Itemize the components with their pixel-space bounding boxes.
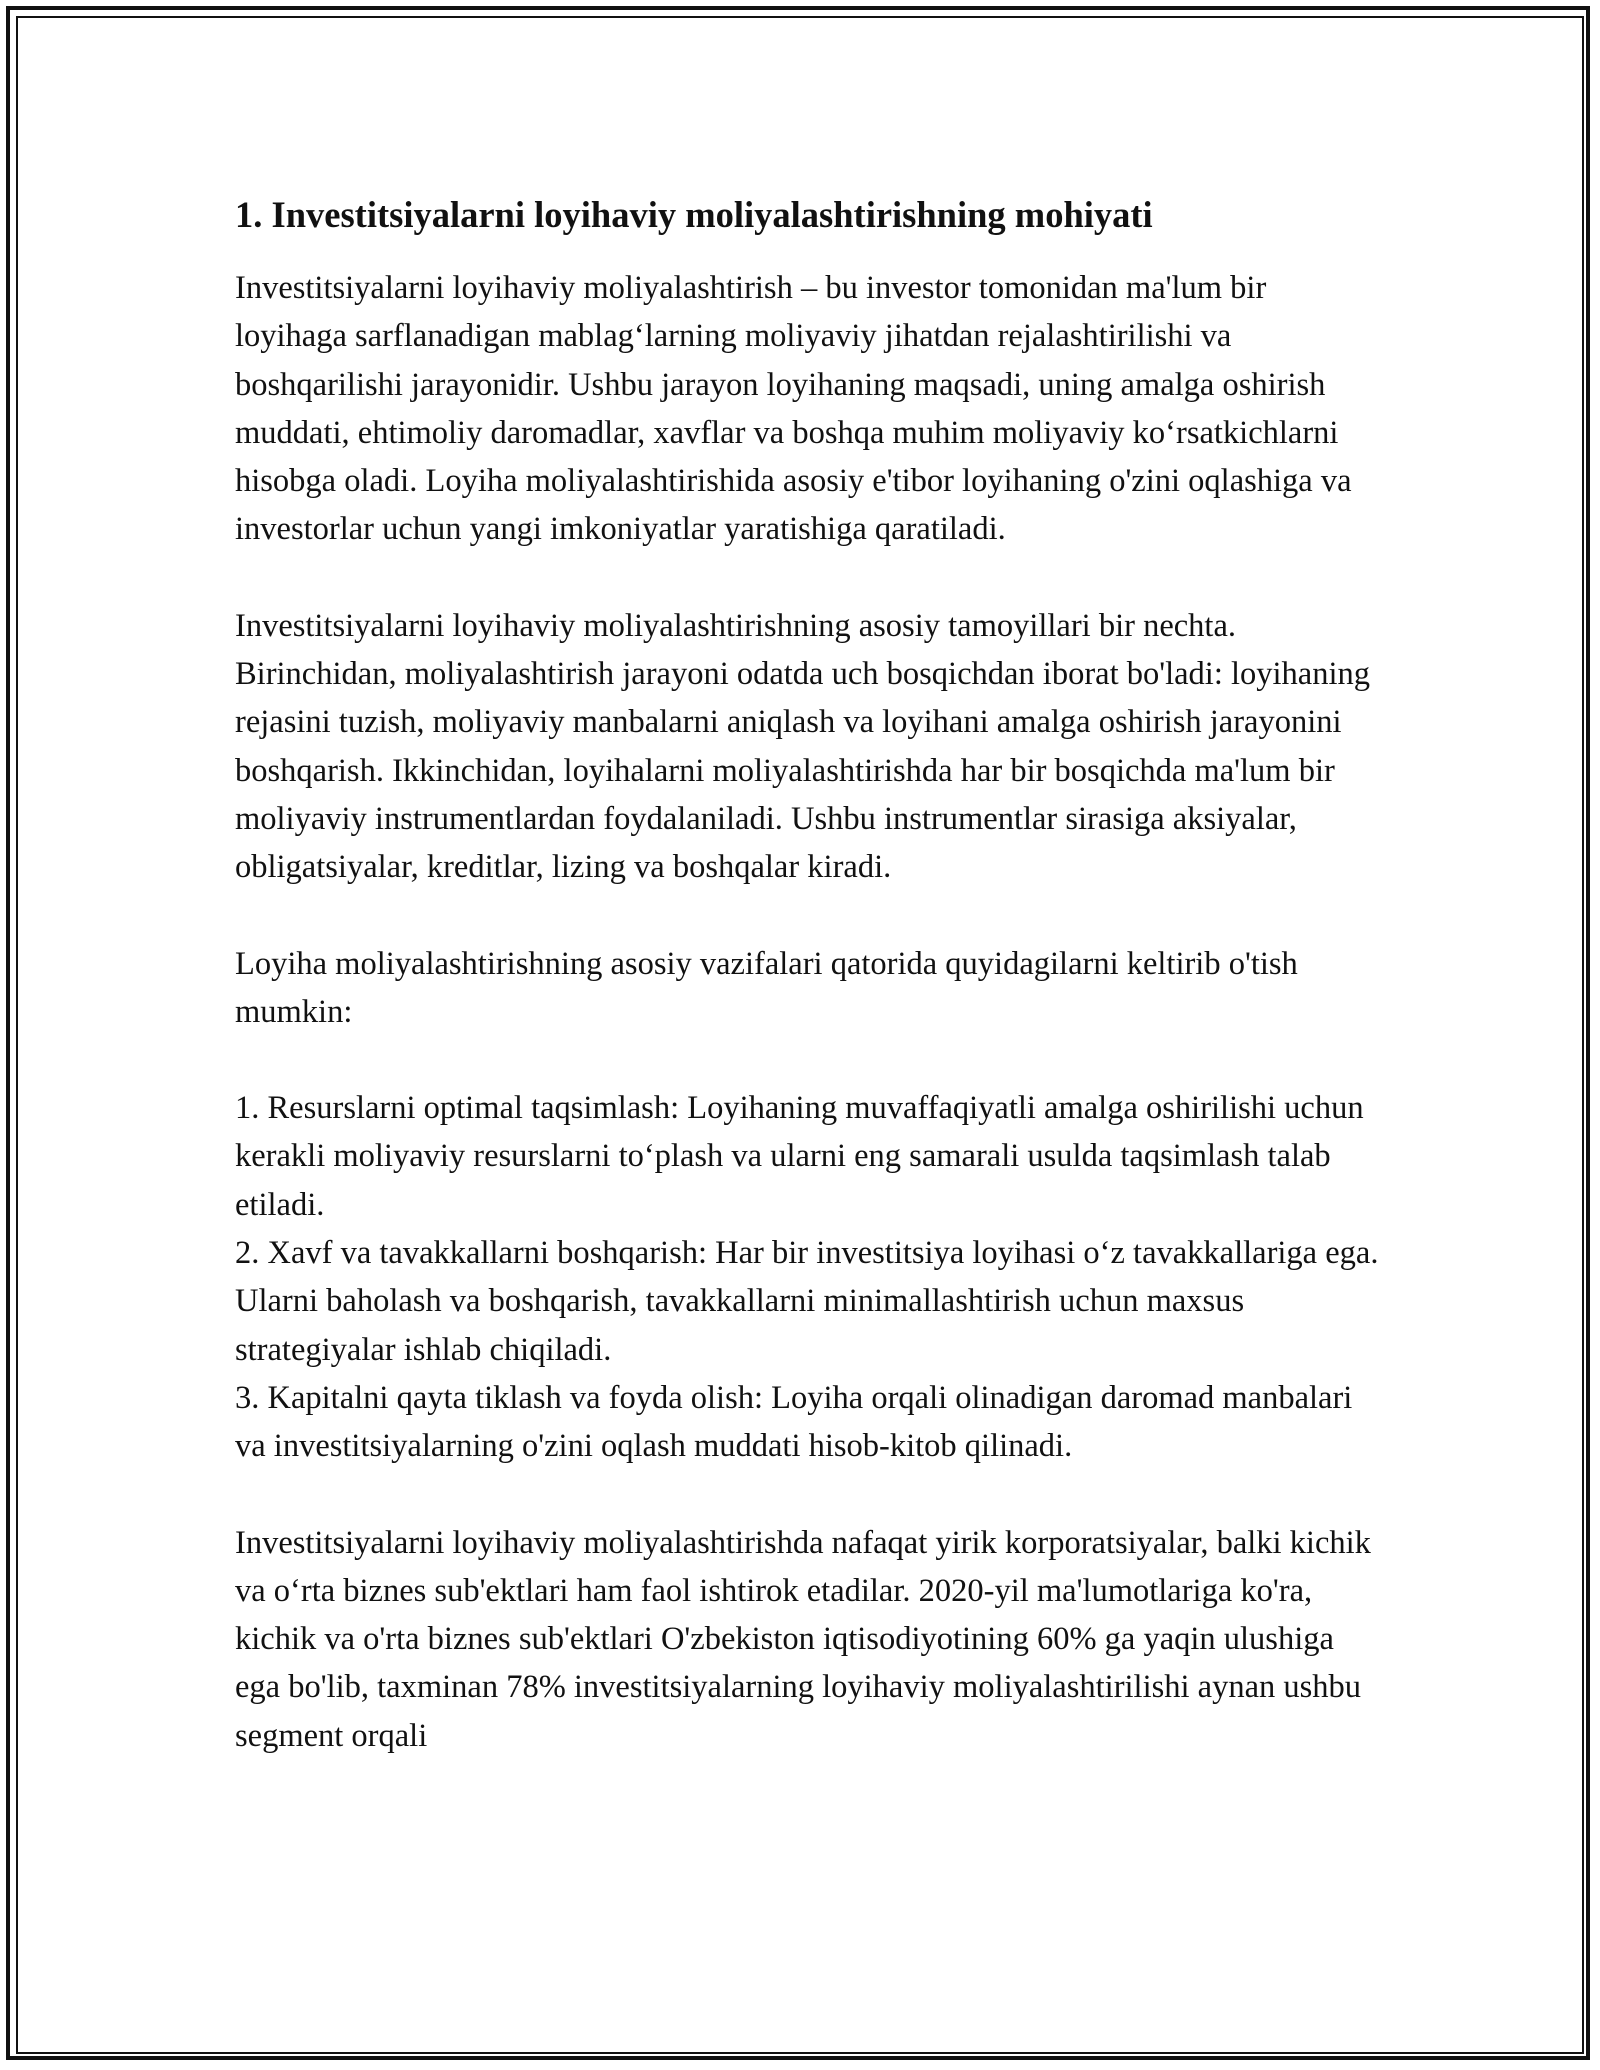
section-heading: 1. Investitsiyalarni loyihaviy moliyalashtirishning mohiyati (235, 194, 1153, 235)
list-item: 1. Resurslarni optimal taqsimlash: Loyihaning muvaffaqiyatli amalga oshirilishi uchun kerakli moliyaviy resurslarni to‘plash va ularni eng samarali usulda taqsimlash talab etiladi. (235, 1090, 1364, 1223)
tasks-list (235, 1084, 1385, 1470)
list-item: 3. Kapitalni qayta tiklash va foyda olish: Loyiha orqali olinadigan daromad manbalari va investitsiyalarning o'zini oqlash muddati hisob-kitob qilinadi. (235, 1379, 1353, 1465)
document-body (235, 192, 1385, 1808)
paragraph-definition: Investitsiyalarni loyihaviy moliyalashtirish – bu investor tomonidan ma'lum bir loyihaga sarflanadigan mablag‘larning moliyaviy jihatdan rejalashtirilishi va boshqarilishi jarayonidir. Ushbu jarayon loyihaning maqsadi, uning amalga oshirish muddati, ehtimoliy daromadlar, xavflar va boshqa muhim moliyaviy ko‘rsatkichlarni hisobga oladi. Loyiha moliyalashtirishida asosiy e'tibor loyihaning o'zini oqlashiga va investorlar uchun yangi imkoniyatlar yaratishiga qaratiladi. (235, 270, 1352, 548)
list-item: 2. Xavf va tavakkallarni boshqarish: Har bir investitsiya loyihasi o‘z tavakkallariga ega. Ularni baholash va boshqarish, tavakkallarni minimallashtirish uchun maxsus strategiyalar ishlab chiqiladi. (235, 1235, 1379, 1368)
paragraph-tasks-intro: Loyiha moliyalashtirishning asosiy vazifalari qatorida quyidagilarni keltirib o'tish mumkin: (235, 945, 1298, 1030)
paragraph-sme-participation: Investitsiyalarni loyihaviy moliyalashtirishda nafaqat yirik korporatsiyalar, balki kichik va o‘rta biznes sub'ektlari ham faol ishtirok etadilar. 2020-yil ma'lumotlariga ko'ra, kichik va o'rta biznes sub'ektlari O'zbekiston iqtisodiyotining 60% ga yaqin ulushiga ega bo'lib, taxminan 78% investitsiyalarning loyihaviy moliyalashtirilishi aynan ushbu segment orqali (235, 1524, 1371, 1754)
paragraph-principles: Investitsiyalarni loyihaviy moliyalashtirishning asosiy tamoyillari bir nechta. Birinchidan, moliyalashtirish jarayoni odatda uch bosqichdan iborat bo'ladi: loyihaning rejasini tuzish, moliyaviy manbalarni aniqlash va loyihani amalga oshirish jarayonini boshqarish. Ikkinchidan, loyihalarni moliyalashtirishda har bir bosqichda ma'lum bir moliyaviy instrumentlardan foydalaniladi. Ushbu instrumentlar sirasiga aksiyalar, obligatsiyalar, kreditlar, lizing va boshqalar kiradi. (235, 607, 1370, 886)
